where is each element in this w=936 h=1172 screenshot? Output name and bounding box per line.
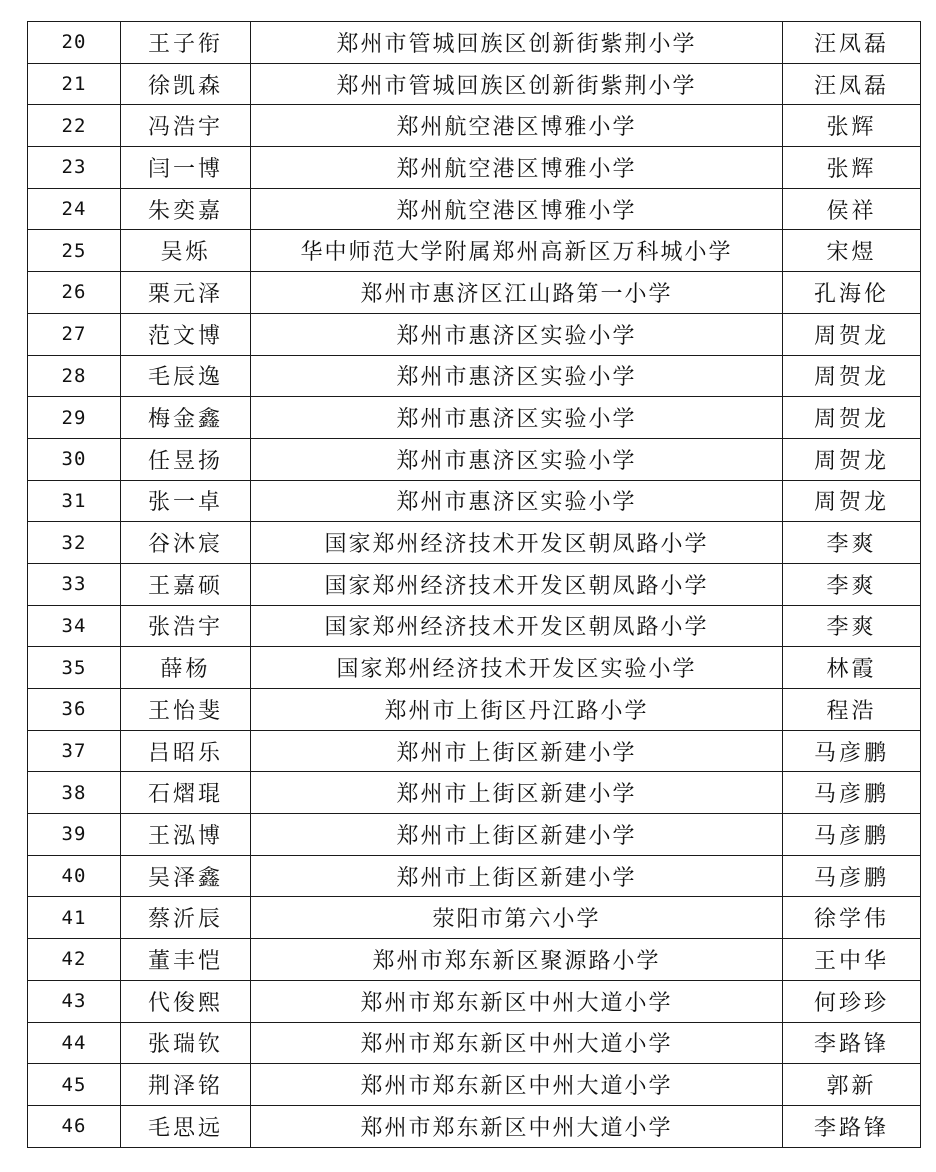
student-name: 张瑞钦 bbox=[121, 1022, 251, 1064]
student-name: 王嘉硕 bbox=[121, 563, 251, 605]
teacher-name: 孔海伦 bbox=[783, 272, 921, 314]
school-name: 郑州市郑东新区中州大道小学 bbox=[251, 980, 783, 1022]
school-name: 郑州航空港区博雅小学 bbox=[251, 105, 783, 147]
table-row bbox=[28, 397, 921, 439]
row-number: 21 bbox=[28, 63, 121, 105]
table-row bbox=[28, 480, 921, 522]
teacher-name: 何珍珍 bbox=[783, 980, 921, 1022]
row-number: 36 bbox=[28, 689, 121, 731]
school-name: 郑州航空港区博雅小学 bbox=[251, 147, 783, 189]
teacher-name: 李路锋 bbox=[783, 1022, 921, 1064]
school-name: 郑州市郑东新区中州大道小学 bbox=[251, 1022, 783, 1064]
row-number: 23 bbox=[28, 147, 121, 189]
school-name: 郑州市郑东新区聚源路小学 bbox=[251, 939, 783, 981]
teacher-name: 李爽 bbox=[783, 563, 921, 605]
row-number: 31 bbox=[28, 480, 121, 522]
student-name: 谷沐宸 bbox=[121, 522, 251, 564]
school-name: 郑州市惠济区实验小学 bbox=[251, 355, 783, 397]
table-row bbox=[28, 188, 921, 230]
teacher-name: 李爽 bbox=[783, 605, 921, 647]
row-number: 34 bbox=[28, 605, 121, 647]
table-row bbox=[28, 689, 921, 731]
row-number: 35 bbox=[28, 647, 121, 689]
table-row bbox=[28, 355, 921, 397]
school-name: 郑州市惠济区实验小学 bbox=[251, 438, 783, 480]
table-row bbox=[28, 438, 921, 480]
school-name: 郑州市惠济区江山路第一小学 bbox=[251, 272, 783, 314]
student-name: 任昱扬 bbox=[121, 438, 251, 480]
table-row bbox=[28, 939, 921, 981]
school-name: 郑州市惠济区实验小学 bbox=[251, 480, 783, 522]
table-row bbox=[28, 772, 921, 814]
student-name: 范文博 bbox=[121, 313, 251, 355]
teacher-name: 王中华 bbox=[783, 939, 921, 981]
teacher-name: 周贺龙 bbox=[783, 438, 921, 480]
roster-body bbox=[28, 22, 921, 1148]
school-name: 国家郑州经济技术开发区朝凤路小学 bbox=[251, 563, 783, 605]
table-row bbox=[28, 1105, 921, 1147]
row-number: 28 bbox=[28, 355, 121, 397]
teacher-name: 周贺龙 bbox=[783, 480, 921, 522]
student-name: 王怡斐 bbox=[121, 689, 251, 731]
row-number: 30 bbox=[28, 438, 121, 480]
row-number: 42 bbox=[28, 939, 121, 981]
student-name: 吴泽鑫 bbox=[121, 855, 251, 897]
teacher-name: 周贺龙 bbox=[783, 355, 921, 397]
student-name: 张浩宇 bbox=[121, 605, 251, 647]
row-number: 37 bbox=[28, 730, 121, 772]
table-row bbox=[28, 647, 921, 689]
table-row bbox=[28, 63, 921, 105]
student-name: 王子衔 bbox=[121, 22, 251, 64]
row-number: 29 bbox=[28, 397, 121, 439]
teacher-name: 宋煜 bbox=[783, 230, 921, 272]
row-number: 22 bbox=[28, 105, 121, 147]
teacher-name: 汪凤磊 bbox=[783, 63, 921, 105]
school-name: 郑州市惠济区实验小学 bbox=[251, 397, 783, 439]
roster-table bbox=[27, 21, 921, 1148]
school-name: 华中师范大学附属郑州高新区万科城小学 bbox=[251, 230, 783, 272]
teacher-name: 郭新 bbox=[783, 1064, 921, 1106]
school-name: 郑州市管城回族区创新街紫荆小学 bbox=[251, 22, 783, 64]
student-name: 石熠琨 bbox=[121, 772, 251, 814]
school-name: 郑州市上街区丹江路小学 bbox=[251, 689, 783, 731]
teacher-name: 马彦鹏 bbox=[783, 730, 921, 772]
teacher-name: 侯祥 bbox=[783, 188, 921, 230]
teacher-name: 马彦鹏 bbox=[783, 814, 921, 856]
table-row bbox=[28, 730, 921, 772]
table-row bbox=[28, 522, 921, 564]
teacher-name: 张辉 bbox=[783, 105, 921, 147]
row-number: 24 bbox=[28, 188, 121, 230]
student-name: 张一卓 bbox=[121, 480, 251, 522]
row-number: 33 bbox=[28, 563, 121, 605]
table-row bbox=[28, 313, 921, 355]
student-name: 薛杨 bbox=[121, 647, 251, 689]
row-number: 39 bbox=[28, 814, 121, 856]
table-row bbox=[28, 897, 921, 939]
school-name: 郑州航空港区博雅小学 bbox=[251, 188, 783, 230]
row-number: 20 bbox=[28, 22, 121, 64]
row-number: 32 bbox=[28, 522, 121, 564]
school-name: 国家郑州经济技术开发区朝凤路小学 bbox=[251, 605, 783, 647]
student-name: 梅金鑫 bbox=[121, 397, 251, 439]
school-name: 郑州市惠济区实验小学 bbox=[251, 313, 783, 355]
student-name: 闫一博 bbox=[121, 147, 251, 189]
school-name: 郑州市管城回族区创新街紫荆小学 bbox=[251, 63, 783, 105]
table-row bbox=[28, 272, 921, 314]
student-name: 冯浩宇 bbox=[121, 105, 251, 147]
row-number: 44 bbox=[28, 1022, 121, 1064]
table-row bbox=[28, 230, 921, 272]
teacher-name: 林霞 bbox=[783, 647, 921, 689]
teacher-name: 汪凤磊 bbox=[783, 22, 921, 64]
student-name: 朱奕嘉 bbox=[121, 188, 251, 230]
table-row bbox=[28, 980, 921, 1022]
school-name: 国家郑州经济技术开发区朝凤路小学 bbox=[251, 522, 783, 564]
student-name: 董丰恺 bbox=[121, 939, 251, 981]
table-row bbox=[28, 1022, 921, 1064]
table-row bbox=[28, 605, 921, 647]
table-row bbox=[28, 814, 921, 856]
table-row bbox=[28, 1064, 921, 1106]
student-name: 毛辰逸 bbox=[121, 355, 251, 397]
school-name: 郑州市上街区新建小学 bbox=[251, 730, 783, 772]
school-name: 郑州市上街区新建小学 bbox=[251, 814, 783, 856]
table-row bbox=[28, 147, 921, 189]
student-name: 代俊熙 bbox=[121, 980, 251, 1022]
teacher-name: 徐学伟 bbox=[783, 897, 921, 939]
table-row bbox=[28, 105, 921, 147]
row-number: 46 bbox=[28, 1105, 121, 1147]
table-row bbox=[28, 563, 921, 605]
school-name: 国家郑州经济技术开发区实验小学 bbox=[251, 647, 783, 689]
student-name: 毛思远 bbox=[121, 1105, 251, 1147]
school-name: 荥阳市第六小学 bbox=[251, 897, 783, 939]
teacher-name: 周贺龙 bbox=[783, 313, 921, 355]
row-number: 25 bbox=[28, 230, 121, 272]
teacher-name: 马彦鹏 bbox=[783, 855, 921, 897]
row-number: 27 bbox=[28, 313, 121, 355]
student-name: 吕昭乐 bbox=[121, 730, 251, 772]
teacher-name: 马彦鹏 bbox=[783, 772, 921, 814]
student-name: 王泓博 bbox=[121, 814, 251, 856]
student-name: 蔡沂辰 bbox=[121, 897, 251, 939]
student-name: 吴烁 bbox=[121, 230, 251, 272]
school-name: 郑州市上街区新建小学 bbox=[251, 772, 783, 814]
row-number: 26 bbox=[28, 272, 121, 314]
row-number: 38 bbox=[28, 772, 121, 814]
school-name: 郑州市郑东新区中州大道小学 bbox=[251, 1064, 783, 1106]
student-name: 栗元泽 bbox=[121, 272, 251, 314]
row-number: 45 bbox=[28, 1064, 121, 1106]
table-row bbox=[28, 22, 921, 64]
row-number: 43 bbox=[28, 980, 121, 1022]
teacher-name: 周贺龙 bbox=[783, 397, 921, 439]
teacher-name: 程浩 bbox=[783, 689, 921, 731]
row-number: 40 bbox=[28, 855, 121, 897]
table-row bbox=[28, 855, 921, 897]
school-name: 郑州市上街区新建小学 bbox=[251, 855, 783, 897]
student-name: 荆泽铭 bbox=[121, 1064, 251, 1106]
row-number: 41 bbox=[28, 897, 121, 939]
teacher-name: 张辉 bbox=[783, 147, 921, 189]
teacher-name: 李爽 bbox=[783, 522, 921, 564]
student-name: 徐凯森 bbox=[121, 63, 251, 105]
teacher-name: 李路锋 bbox=[783, 1105, 921, 1147]
school-name: 郑州市郑东新区中州大道小学 bbox=[251, 1105, 783, 1147]
